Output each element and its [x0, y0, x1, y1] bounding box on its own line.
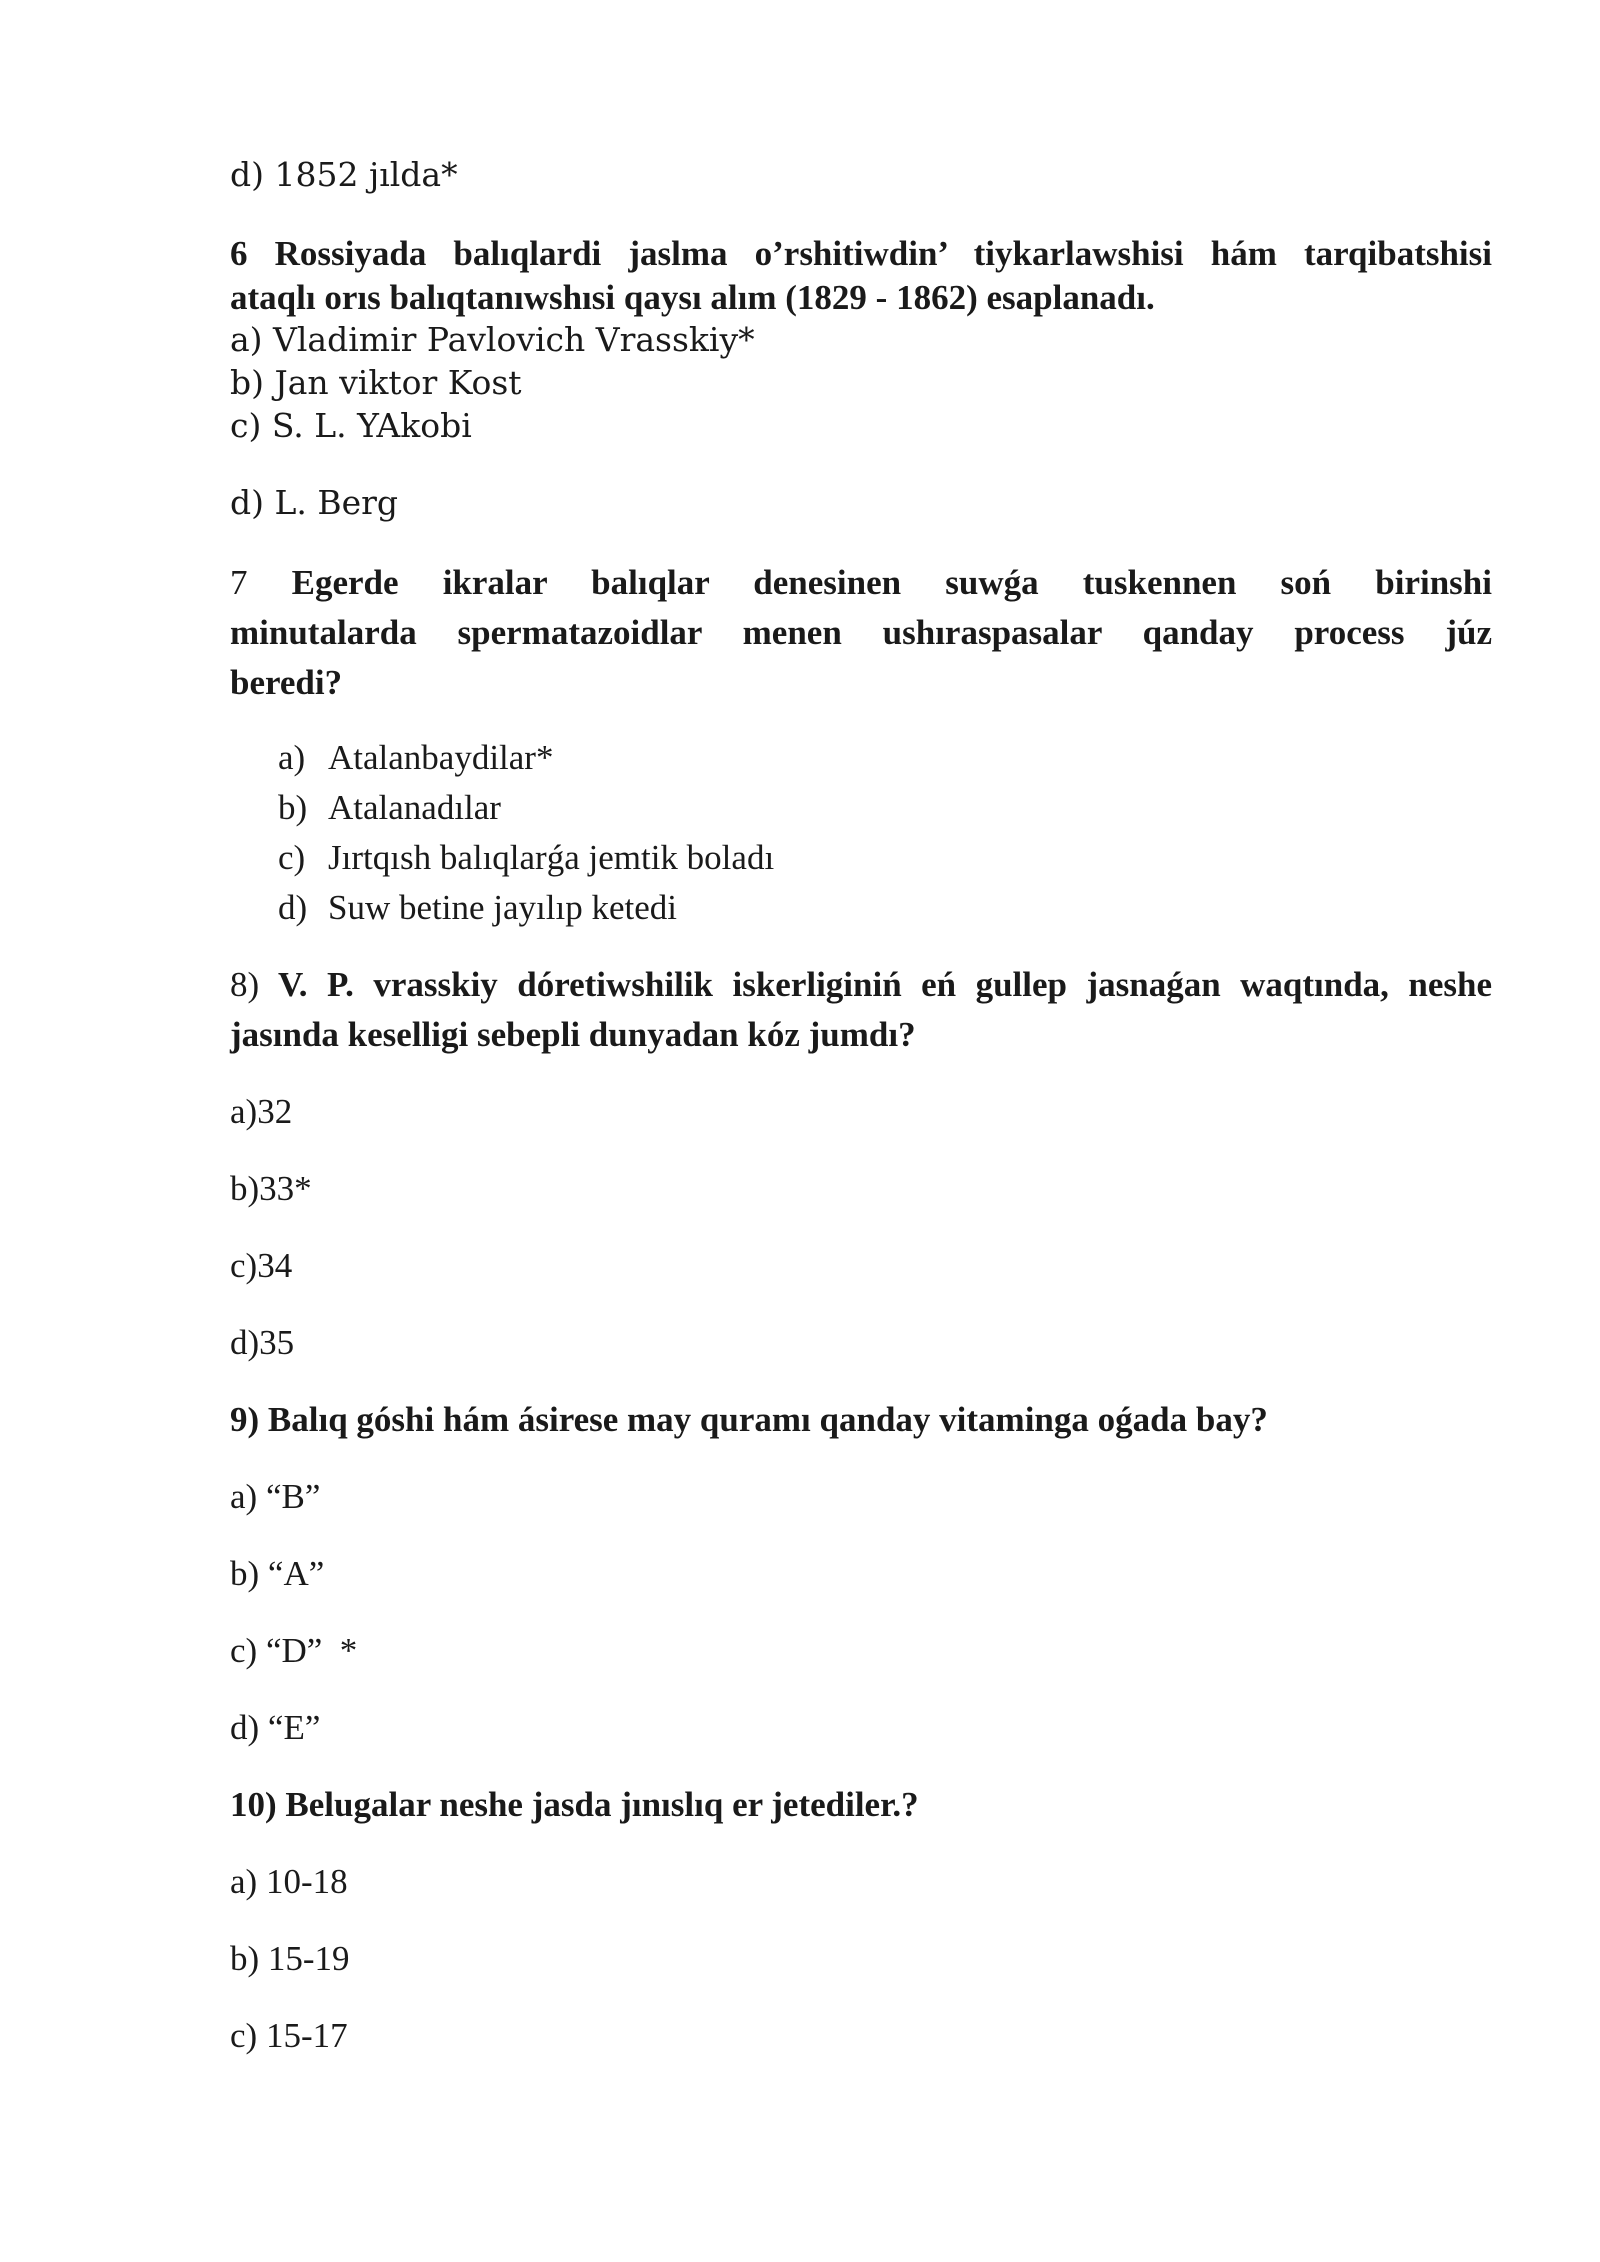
question-8-line-2: jasında keselligi sebepli dunyadan kóz jumdı? [230, 1015, 916, 1054]
q9-answer-d: d) “E” [230, 1708, 321, 1747]
q7-answer-b-label: b) [278, 788, 308, 827]
question-8 [230, 960, 1492, 1060]
q7-answer-c-label: c) [278, 838, 306, 877]
question-6-line-1: 6 Rossiyada balıqlardi jaslma o’rshitiwdin’ tiykarlawshisi hám tarqibatshisi [230, 234, 1492, 273]
q7-answer-c [278, 833, 774, 883]
q9-answer-a: a) “B” [230, 1477, 321, 1516]
q7-answer-b [278, 783, 774, 833]
q6-answer-b: b) Jan viktor Kost [230, 363, 522, 402]
q8-answer-a: a)32 [230, 1092, 293, 1131]
q7-answer-d-text: Suw betine jayılıp ketedi [328, 888, 677, 927]
question-9: 9) Balıq góshi hám ásirese may quramı qanday vitaminga oǵada bay? [230, 1400, 1268, 1439]
q10-answer-c: c) 15-17 [230, 2016, 348, 2055]
q5-answer-d: d) 1852 jılda* [230, 155, 458, 194]
q7-answer-d [278, 883, 774, 933]
q10-answer-b: b) 15-19 [230, 1939, 350, 1978]
q7-answer-b-text: Atalanadılar [328, 788, 501, 827]
q7-answer-d-label: d) [278, 888, 308, 927]
q6-answer-a: a) Vladimir Pavlovich Vrasskiy* [230, 320, 755, 359]
q7-answer-a-text: Atalanbaydilar* [328, 738, 554, 777]
q7-answer-c-text: Jırtqısh balıqlarǵa jemtik boladı [328, 838, 775, 877]
question-8-text-1: V. P. vrasskiy dóretiwshilik iskerliginiń eń gullep jasnaǵan waqtında, neshe [277, 965, 1492, 1004]
question-7-number: 7 [230, 563, 248, 602]
q6-answer-c: c) S. L. YAkobi [230, 406, 472, 445]
question-7-line-3: beredi? [230, 663, 343, 702]
q6-answer-d: d) L. Berg [230, 483, 399, 522]
q9-answer-c: c) “D” * [230, 1631, 358, 1670]
question-6 [230, 232, 1492, 320]
q8-answer-c: c)34 [230, 1246, 293, 1285]
question-7-line-2: minutalarda spermatazoidlar menen ushıraspasalar qanday process júz [230, 613, 1492, 652]
q10-answer-a: a) 10-18 [230, 1862, 348, 1901]
question-7-text-1: Egerde ikralar balıqlar denesinen suwǵa tuskennen soń birinshi [291, 563, 1492, 602]
question-6-line-2: ataqlı orıs balıqtanıwshısi qaysı alım (1829 - 1862) esaplanadı. [230, 278, 1155, 317]
question-7 [230, 558, 1492, 708]
q7-answer-a-label: a) [278, 738, 306, 777]
question-7-answer-list [278, 733, 774, 933]
q8-answer-d: d)35 [230, 1323, 295, 1362]
question-10: 10) Belugalar neshe jasda jınıslıq er jetediler.? [230, 1785, 919, 1824]
q7-answer-a [278, 733, 774, 783]
q9-answer-b: b) “A” [230, 1554, 325, 1593]
question-7-line-1 [230, 558, 1492, 608]
question-8-line-1 [230, 960, 1492, 1010]
q8-answer-b: b)33* [230, 1169, 312, 1208]
question-8-number: 8) [230, 965, 260, 1004]
